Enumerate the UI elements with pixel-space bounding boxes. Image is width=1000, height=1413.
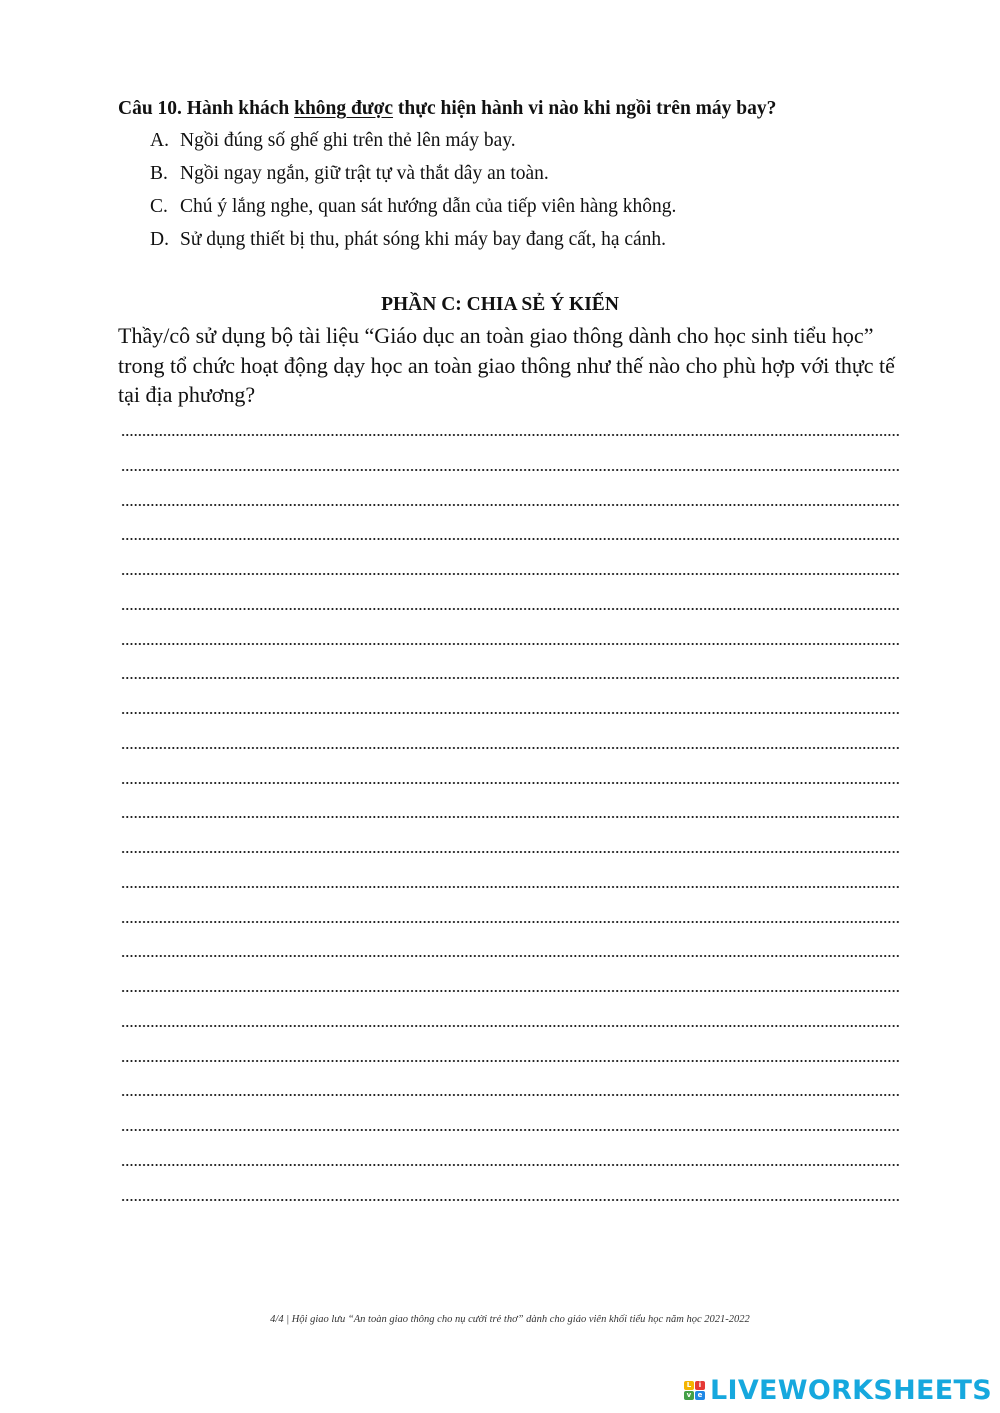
question-emphasis: không được: [294, 98, 394, 119]
answer-line[interactable]: [121, 1054, 899, 1089]
logo-tile: e: [695, 1391, 705, 1400]
answer-line[interactable]: [121, 984, 899, 1019]
answer-line[interactable]: [121, 1019, 899, 1054]
logo-tile: L: [684, 1381, 694, 1390]
option-c[interactable]: [150, 194, 910, 227]
logo-tile: v: [684, 1391, 694, 1400]
answer-line[interactable]: [121, 567, 899, 602]
answer-line[interactable]: [121, 845, 899, 880]
option-text: Sử dụng thiết bị thu, phát sóng khi máy bay đang cất, hạ cánh.: [180, 229, 667, 250]
liveworksheets-logo-icon: [684, 1375, 706, 1405]
answer-line[interactable]: [121, 1088, 899, 1123]
section-title: PHẦN C: CHIA SẺ Ý KIẾN: [381, 294, 619, 315]
option-letter: C.: [150, 196, 168, 217]
option-a[interactable]: [150, 128, 910, 161]
answer-line[interactable]: [121, 706, 899, 741]
page-footer: 4/4 | Hội giao lưu “An toàn giao thông cho nụ cười trẻ thơ” dành cho giáo viên khối tiểu học năm học 2021-2022: [270, 1314, 750, 1325]
brand-name: LIVEWORKSHEETS: [709, 1374, 992, 1406]
answer-line[interactable]: [121, 532, 899, 567]
answer-area[interactable]: [121, 428, 899, 1227]
answer-line[interactable]: [121, 776, 899, 811]
question-prefix: Câu 10. Hành khách: [118, 98, 295, 119]
option-letter: B.: [150, 163, 168, 184]
logo-tile: i: [695, 1381, 705, 1390]
option-b[interactable]: [150, 161, 910, 194]
answer-line[interactable]: [121, 602, 899, 637]
answer-line[interactable]: [121, 1158, 899, 1193]
answer-line[interactable]: [121, 498, 899, 533]
liveworksheets-brand[interactable]: [684, 1372, 992, 1408]
question-10: [118, 96, 918, 122]
answer-line[interactable]: [121, 1193, 899, 1228]
option-text: Ngồi ngay ngắn, giữ trật tự và thắt dây an toàn.: [180, 163, 549, 184]
option-letter: D.: [150, 229, 169, 250]
option-letter: A.: [150, 130, 169, 151]
answer-line[interactable]: [121, 915, 899, 950]
question-suffix: thực hiện hành vi nào khi ngồi trên máy bay?: [393, 98, 777, 119]
answer-line[interactable]: [121, 1123, 899, 1158]
answer-line[interactable]: [121, 463, 899, 498]
answer-line[interactable]: [121, 428, 899, 463]
answer-line[interactable]: [121, 671, 899, 706]
answer-line[interactable]: [121, 637, 899, 672]
answer-line[interactable]: [121, 949, 899, 984]
answer-line[interactable]: [121, 810, 899, 845]
answer-line[interactable]: [121, 741, 899, 776]
option-text: Chú ý lắng nghe, quan sát hướng dẫn của tiếp viên hàng không.: [180, 196, 677, 217]
opinion-prompt: Thầy/cô sử dụng bộ tài liệu “Giáo dục an toàn giao thông dành cho học sinh tiểu học” trong tổ chức hoạt động dạy học an toàn giao thông như thế nào cho phù hợp với thực tế tại địa phương?: [118, 323, 895, 407]
option-d[interactable]: [150, 227, 910, 260]
option-text: Ngồi đúng số ghế ghi trên thẻ lên máy bay.: [180, 130, 516, 151]
answer-options: [150, 128, 910, 260]
answer-line[interactable]: [121, 880, 899, 915]
